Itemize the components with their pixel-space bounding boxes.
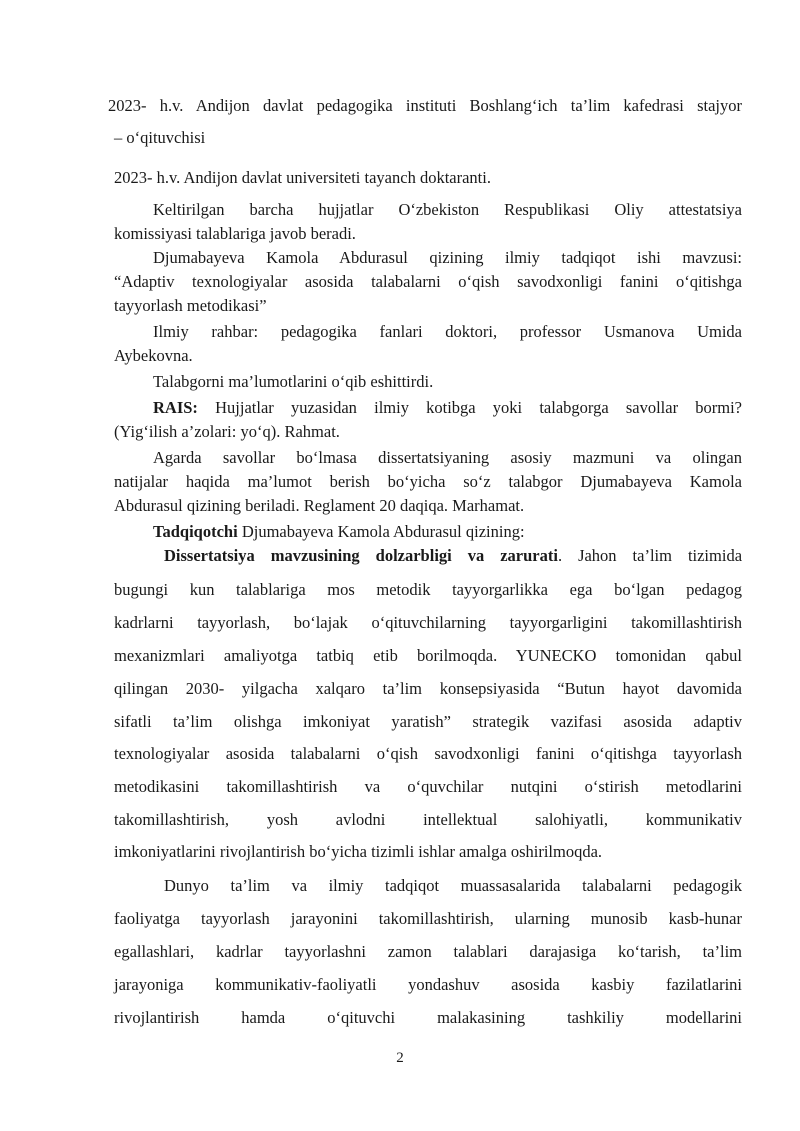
- text-line: (Yig‘ilish a’zolari: yo‘q). Rahmat.: [114, 422, 340, 441]
- speaker-label: Tadqiqotchi: [153, 522, 238, 541]
- text-line: [164, 546, 742, 566]
- text-line: sifatli ta’lim olishga imkoniyat yaratish” strategik vazifasi asosida adaptiv: [114, 712, 742, 731]
- text-line: qilingan 2030- yilgacha xalqaro ta’lim konsepsiyasida “Butun hayot davomida: [114, 679, 742, 698]
- text-span: . Jahon ta’lim tizimida: [557, 546, 743, 565]
- text-line: natijalar haqida ma’lumot berish bo‘yicha so‘z talabgor Djumabayeva Kamola: [114, 472, 742, 491]
- text-line: takomillashtirish, yosh avlodni intellektual salohiyatli, kommunikativ: [114, 810, 742, 829]
- text-line: jarayoniga kommunikativ-faoliyatli yondashuv asosida kasbiy fazilatlarini: [114, 975, 742, 994]
- speaker-label: RAIS:: [153, 398, 198, 417]
- text-line: tayyorlash metodikasi”: [114, 296, 267, 315]
- text-line: Aybekovna.: [114, 346, 193, 365]
- section-heading: Dissertatsiya mavzusining dolzarbligi va zarurati: [164, 546, 558, 565]
- text-line: Talabgorni ma’lumotlarini o‘qib eshittirdi.: [153, 372, 434, 391]
- text-line: [153, 398, 742, 418]
- text-line: Agarda savollar bo‘lmasa dissertatsiyaning asosiy mazmuni va olingan: [153, 448, 742, 467]
- text-line: [153, 522, 742, 542]
- page-number: 2: [396, 1050, 404, 1066]
- text-line: egallashlari, kadrlar tayyorlashni zamon talablari darajasiga ko‘tarish, ta’lim: [114, 942, 742, 961]
- text-span: Hujjatlar yuzasidan ilmiy kotibga yoki talabgorga savollar bormi?: [197, 398, 742, 417]
- text-line: imkoniyatlarini rivojlantirish bo‘yicha tizimli ishlar amalga oshirilmoqda.: [114, 842, 603, 861]
- text-line: texnologiyalar asosida talabalarni o‘qish savodxonligi fanini o‘qitishga tayyorlash: [114, 744, 742, 763]
- text-line: “Adaptiv texnologiyalar asosida talabalarni o‘qish savodxonligi fanini o‘qitishga: [114, 272, 742, 291]
- text-line: 2023- h.v. Andijon davlat pedagogika instituti Boshlang‘ich ta’lim kafedrasi stajyor: [108, 96, 742, 115]
- text-line: bugungi kun talablariga mos metodik tayyorgarlikka ega bo‘lgan pedagog: [114, 580, 742, 599]
- text-span: Djumabayeva Kamola Abdurasul qizining:: [237, 522, 525, 541]
- text-line: komissiyasi talablariga javob beradi.: [114, 224, 356, 243]
- text-line: Ilmiy rahbar: pedagogika fanlari doktori, professor Usmanova Umida: [153, 322, 742, 341]
- text-line: – o‘qituvchisi: [114, 128, 206, 147]
- text-line: 2023- h.v. Andijon davlat universiteti tayanch doktaranti.: [114, 168, 491, 187]
- text-line: metodikasini takomillashtirish va o‘quvchilar nutqini o‘stirish metodlarini: [114, 777, 742, 796]
- text-line: rivojlantirish hamda o‘qituvchi malakasining tashkiliy modellarini: [114, 1008, 742, 1027]
- text-line: mexanizmlari amaliyotga tatbiq etib borilmoqda. YUNECKO tomonidan qabul: [114, 646, 742, 665]
- text-line: kadrlarni tayyorlash, bo‘lajak o‘qituvchilarning tayyorgarligini takomillashtirish: [114, 613, 742, 632]
- text-line: Abdurasul qizining beriladi. Reglament 20 daqiqa. Marhamat.: [114, 496, 525, 515]
- text-line: faoliyatga tayyorlash jarayonini takomillashtirish, ularning munosib kasb-hunar: [114, 909, 742, 928]
- text-line: Dunyo ta’lim va ilmiy tadqiqot muassasalarida talabalarni pedagogik: [164, 876, 742, 895]
- text-line: Djumabayeva Kamola Abdurasul qizining ilmiy tadqiqot ishi mavzusi:: [153, 248, 742, 267]
- text-line: Keltirilgan barcha hujjatlar O‘zbekiston Respublikasi Oliy attestatsiya: [153, 200, 742, 219]
